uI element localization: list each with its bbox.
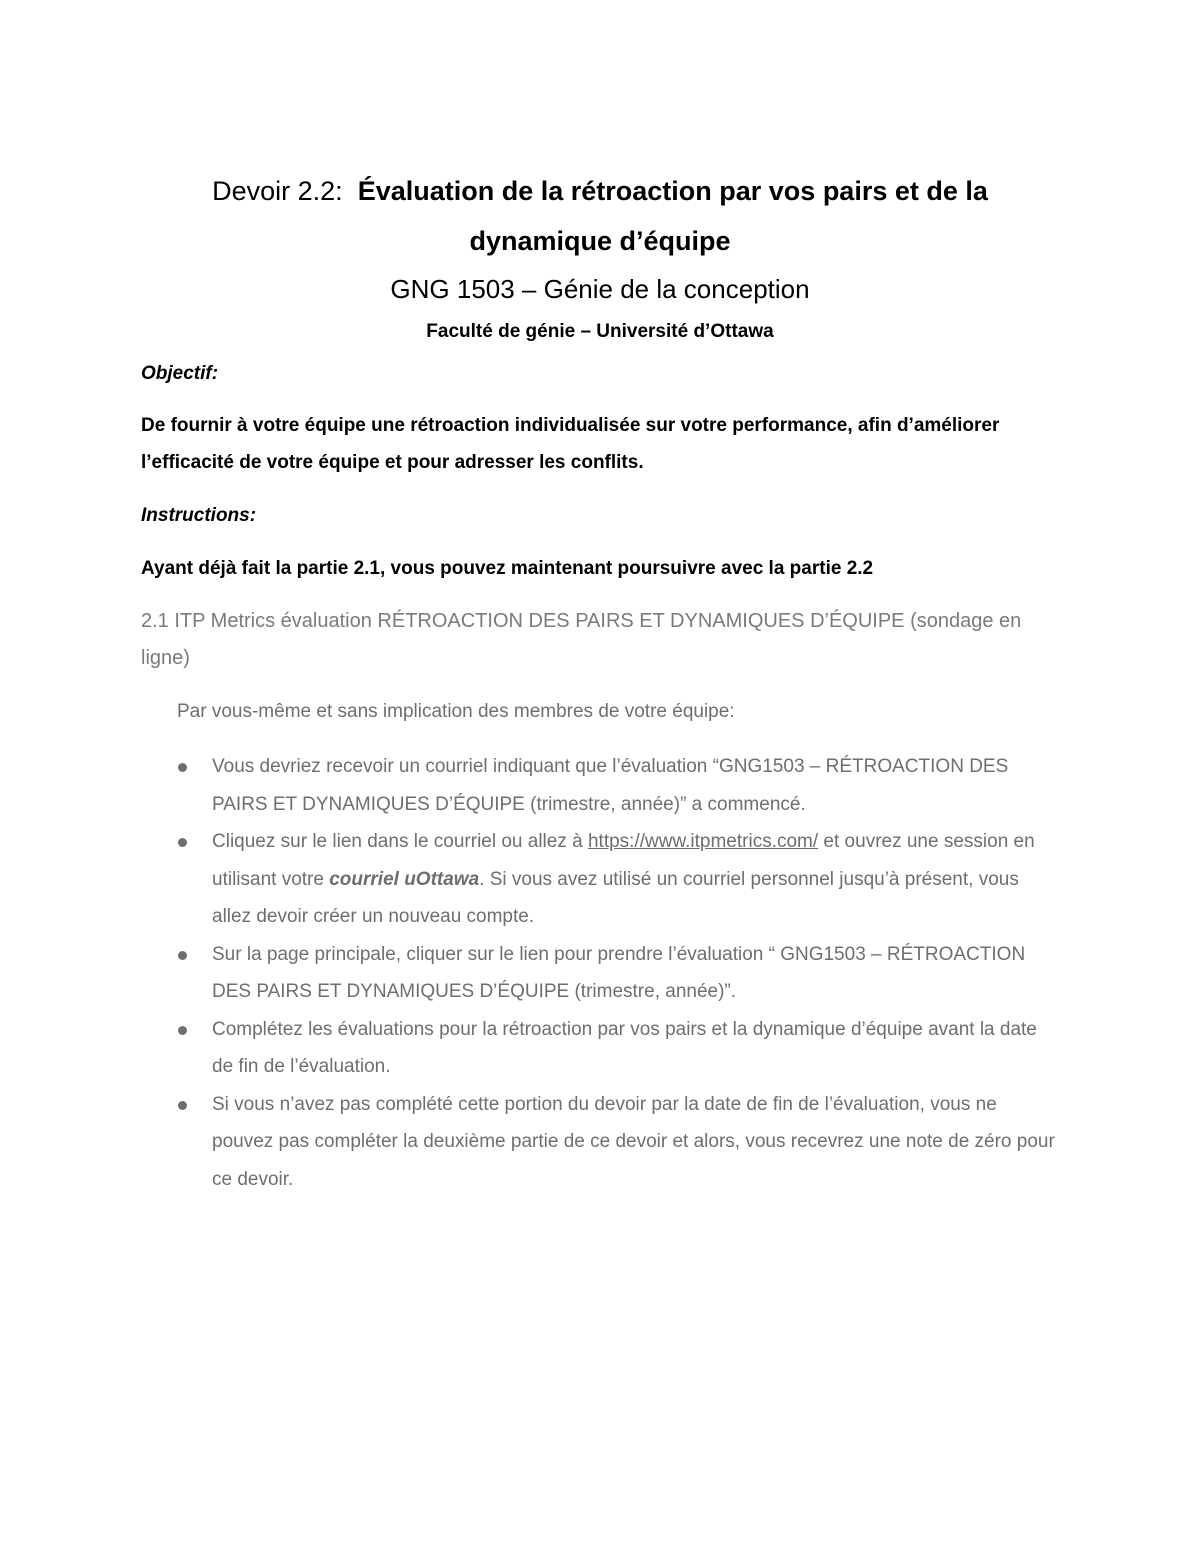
- title-main-line1: Évaluation de la rétroaction par vos pairs et de la: [357, 176, 988, 206]
- bullet-text-part: et ouvrez une session en utilisant votre: [212, 831, 1035, 890]
- bullet-icon: [178, 763, 187, 772]
- list-item: [141, 748, 1061, 823]
- bullet-text: Sur la page principale, cliquer sur le lien pour prendre l’évaluation “ GNG1503 – RÉTROACTION DES PAIRS ET DYNAMIQUES D’ÉQUIPE (trimestre, année)”.: [212, 943, 1026, 1002]
- section-intro: Par vous-même et sans implication des membres de votre équipe:: [177, 701, 735, 722]
- list-item: [141, 1011, 1061, 1086]
- emphasis-uottawa-email: courriel uOttawa: [329, 868, 480, 890]
- objective-label: Objectif:: [141, 363, 219, 384]
- bullet-icon: [178, 1026, 187, 1035]
- bullet-icon: [178, 1101, 187, 1110]
- instructions-label: Instructions:: [141, 505, 257, 526]
- bullet-text-part: . Si vous avez utilisé un courriel personnel jusqu’à présent, vous allez devoir créer un nouveau compte.: [212, 868, 1019, 927]
- objective-text: De fournir à votre équipe une rétroaction individualisée sur votre performance, afin d’améliorer l’efficacité de votre équipe et pour adresser les conflits.: [141, 415, 1000, 473]
- course-subtitle: GNG 1503 – Génie de la conception: [390, 274, 810, 304]
- list-item: [141, 936, 1061, 1011]
- bullet-icon: [178, 838, 187, 847]
- bullet-icon: [178, 951, 187, 960]
- list-item: [141, 823, 1061, 936]
- bullet-text-part: Cliquez sur le lien dans le courriel ou allez à: [212, 831, 588, 852]
- document-body: [141, 355, 1061, 1198]
- title-prefix: Devoir 2.2:: [212, 176, 343, 206]
- itpmetrics-link[interactable]: https://www.itpmetrics.com/: [587, 831, 819, 852]
- title-block: [140, 166, 1060, 347]
- document-title-line2: [140, 216, 1060, 266]
- bullet-text: Complétez les évaluations pour la rétroaction par vos pairs et la dynamique d’équipe avant la date de fin de l’évaluation.: [212, 1018, 1037, 1077]
- section-heading: 2.1 ITP Metrics évaluation RÉTROACTION DES PAIRS ET DYNAMIQUES D’ÉQUIPE (sondage en ligne): [141, 610, 1022, 669]
- instructions-text: Ayant déjà fait la partie 2.1, vous pouvez maintenant poursuivre avec la partie 2.2: [141, 558, 874, 579]
- title-main-line2: dynamique d’équipe: [469, 226, 731, 256]
- document-title: [140, 166, 1060, 216]
- list-item: [141, 1086, 1061, 1199]
- instruction-list: [141, 748, 1061, 1198]
- faculty-line: Faculté de génie – Université d’Ottawa: [426, 321, 774, 342]
- bullet-text: Si vous n’avez pas complété cette portion du devoir par la date de fin de l’évaluation, vous ne pouvez pas compléter la deuxième partie de ce devoir et alors, vous recevrez une note de zéro pour ce devoir.: [212, 1093, 1055, 1190]
- bullet-text: Vous devriez recevoir un courriel indiquant que l’évaluation “GNG1503 – RÉTROACTION DES PAIRS ET DYNAMIQUES D’ÉQUIPE (trimestre, année)” a commencé.: [212, 756, 1009, 815]
